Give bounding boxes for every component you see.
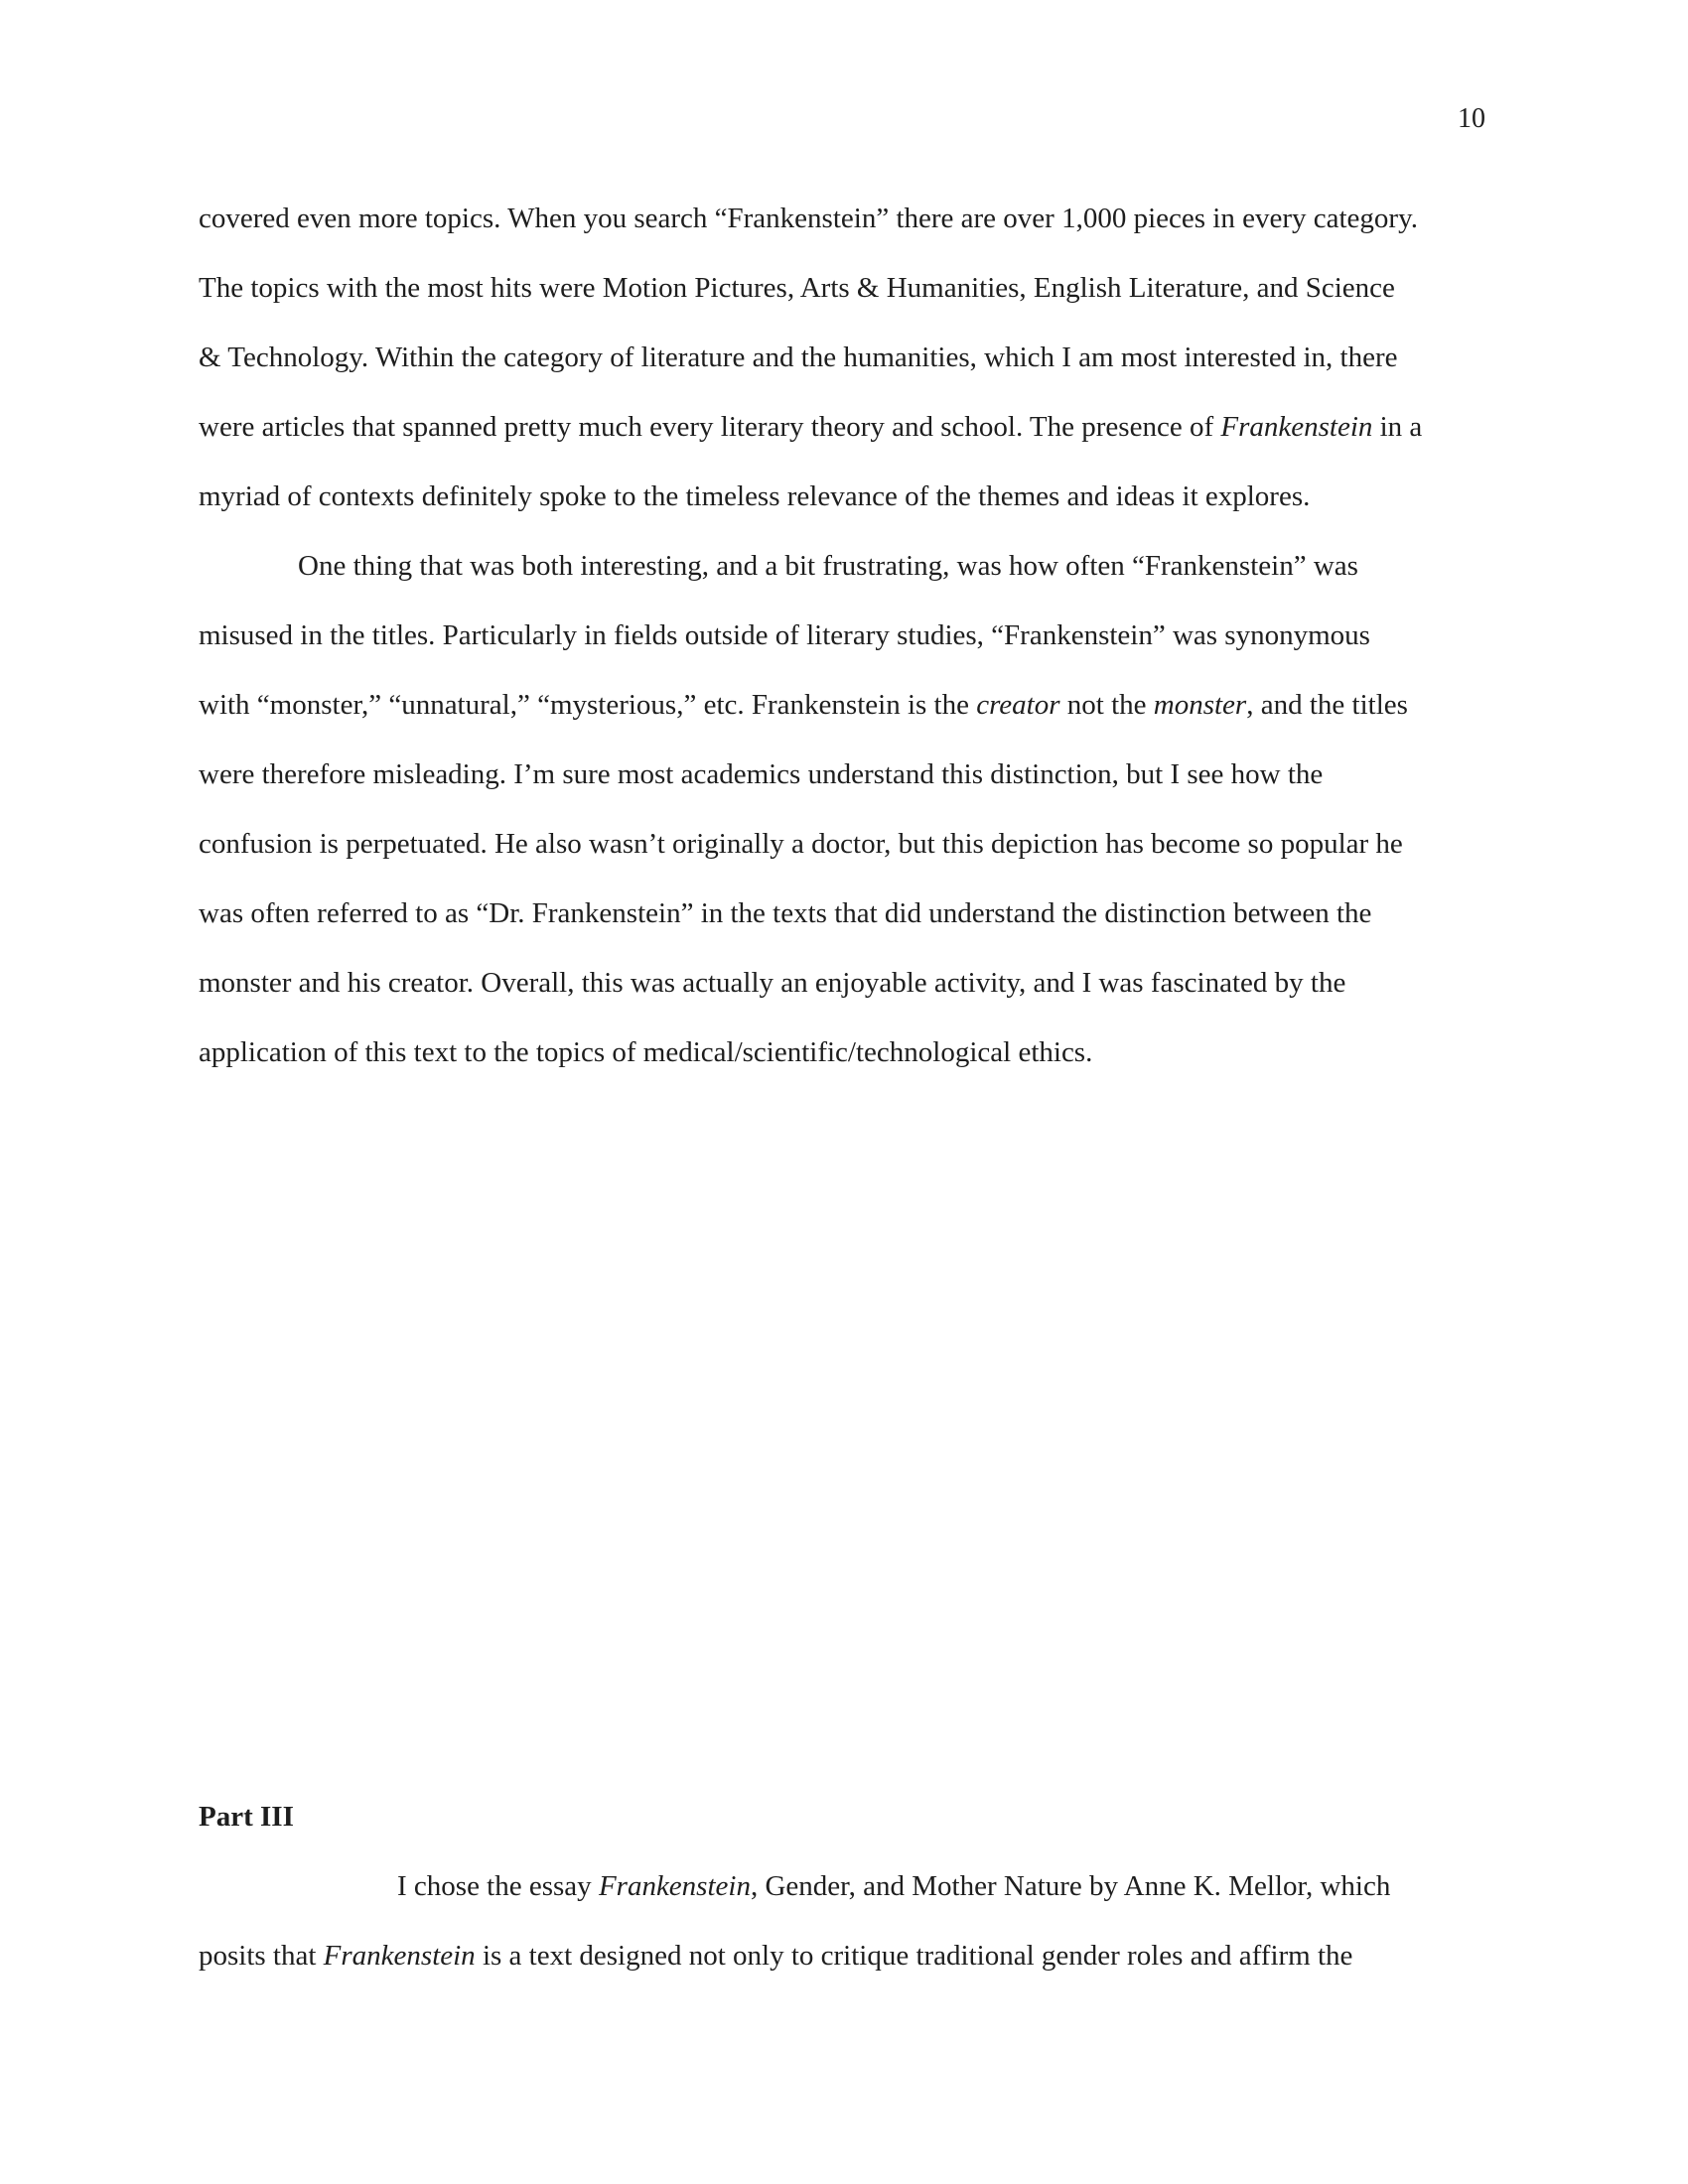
text-run: , Gender, and Mother Nature by Anne K. Mellor, which (750, 1870, 1391, 1902)
paragraph-line: was often referred to as “Dr. Frankenstein” in the texts that did understand the distinction between the (199, 897, 1372, 929)
paragraph-line (199, 407, 1422, 447)
paragraph-line: One thing that was both interesting, and a bit frustrating, was how often “Frankenstein” was (298, 550, 1358, 582)
paragraph-line (199, 685, 1408, 725)
paragraph-line: & Technology. Within the category of literature and the humanities, which I am most interested in, there (199, 341, 1398, 373)
italic-title: Frankenstein (323, 1940, 476, 1972)
section-heading: Part III (199, 1801, 294, 1833)
text-run: in a (1372, 411, 1423, 443)
paragraph-line: misused in the titles. Particularly in fields outside of literary studies, “Frankenstein” was synonymous (199, 619, 1370, 651)
paragraph-line: The topics with the most hits were Motion Pictures, Arts & Humanities, English Literature, and Science (199, 272, 1395, 304)
text-run: , and the titles (1246, 689, 1408, 721)
italic-word: monster (1153, 689, 1247, 721)
paragraph-line (397, 1866, 1390, 1906)
italic-word: creator (976, 689, 1060, 721)
text-run: were articles that spanned pretty much every literary theory and school. The presence of (199, 411, 1221, 443)
text-run: posits that (199, 1940, 324, 1972)
text-run: not the (1059, 689, 1154, 721)
paragraph-line: covered even more topics. When you search “Frankenstein” there are over 1,000 pieces in every category. (199, 203, 1418, 234)
paragraph-line (199, 1936, 1352, 1976)
paragraph-line: application of this text to the topics of medical/scientific/technological ethics. (199, 1036, 1093, 1068)
italic-title: Frankenstein (1220, 411, 1373, 443)
paragraph-line: confusion is perpetuated. He also wasn’t originally a doctor, but this depiction has become so popular he (199, 828, 1403, 860)
text-run: I chose the essay (397, 1870, 599, 1902)
text-run: is a text designed not only to critique traditional gender roles and affirm the (475, 1940, 1353, 1972)
paragraph-line: were therefore misleading. I’m sure most academics understand this distinction, but I see how the (199, 758, 1324, 790)
text-run: with “monster,” “unnatural,” “mysterious,” etc. Frankenstein is the (199, 689, 977, 721)
italic-title: Frankenstein (598, 1870, 751, 1902)
page-number: 10 (1458, 103, 1485, 134)
paragraph-line: monster and his creator. Overall, this was actually an enjoyable activity, and I was fascinated by the (199, 967, 1346, 999)
paragraph-line: myriad of contexts definitely spoke to the timeless relevance of the themes and ideas it explores. (199, 480, 1311, 512)
